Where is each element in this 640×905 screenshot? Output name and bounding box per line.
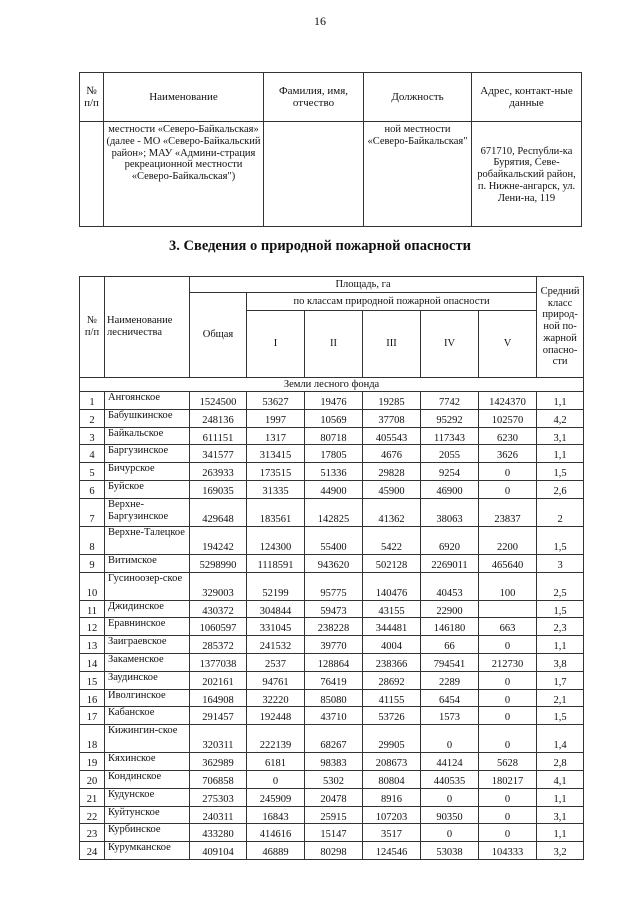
forestry-name: Заиграевское (105, 636, 190, 654)
area-class-1: 245909 (247, 788, 305, 806)
area-class-2: 39770 (305, 636, 363, 654)
area-total: 263933 (190, 463, 247, 481)
area-class-4: 794541 (421, 653, 479, 671)
area-class-5: 465640 (479, 554, 537, 572)
forestry-name: Закаменское (105, 653, 190, 671)
avg-class: 2,1 (537, 689, 584, 707)
area-total: 194242 (190, 526, 247, 554)
area-class-4: 9254 (421, 463, 479, 481)
table-row (80, 554, 584, 572)
area-class-5: 0 (479, 480, 537, 498)
table-row (80, 842, 584, 860)
avg-class: 1,4 (537, 725, 584, 753)
area-class-4: 6920 (421, 526, 479, 554)
header-name: Наименование лесничества (105, 277, 190, 378)
header-avg: Средний класс природ-ной по-жарной опасно-сти (537, 277, 584, 378)
section-row (80, 378, 584, 392)
area-class-1: 313415 (247, 445, 305, 463)
table-row (80, 572, 584, 600)
area-class-5: 663 (479, 618, 537, 636)
header-class-5: V (479, 311, 537, 378)
section-label: Земли лесного фонда (80, 378, 584, 392)
avg-class: 4,1 (537, 770, 584, 788)
area-class-3: 502128 (363, 554, 421, 572)
area-class-1: 1317 (247, 427, 305, 445)
area-class-1: 0 (247, 770, 305, 788)
area-class-2: 128864 (305, 653, 363, 671)
area-class-3: 4676 (363, 445, 421, 463)
forestry-name: Верхне-Баргузинское (105, 498, 190, 526)
forestry-name: Ангоянское (105, 392, 190, 410)
area-class-1: 414616 (247, 824, 305, 842)
contacts-table (79, 72, 582, 227)
area-class-3: 37708 (363, 409, 421, 427)
area-class-3: 107203 (363, 806, 421, 824)
area-total: 5298990 (190, 554, 247, 572)
table-row (80, 653, 584, 671)
header-address: Адрес, контакт-ные данные (472, 73, 582, 122)
area-total: 409104 (190, 842, 247, 860)
row-num: 3 (80, 427, 105, 445)
contacts-row (80, 122, 582, 227)
table-row (80, 689, 584, 707)
forestry-name: Курбинское (105, 824, 190, 842)
table-row (80, 707, 584, 725)
table-row (80, 636, 584, 654)
area-class-2: 55400 (305, 526, 363, 554)
table-row (80, 526, 584, 554)
table-row (80, 806, 584, 824)
table-row (80, 445, 584, 463)
area-class-3: 41362 (363, 498, 421, 526)
table-row (80, 725, 584, 753)
area-class-2: 238228 (305, 618, 363, 636)
forestry-name: Бичурское (105, 463, 190, 481)
area-class-4: 90350 (421, 806, 479, 824)
area-class-3: 5422 (363, 526, 421, 554)
area-class-5: 23837 (479, 498, 537, 526)
area-class-2: 142825 (305, 498, 363, 526)
area-class-5: 5628 (479, 753, 537, 771)
row-num: 9 (80, 554, 105, 572)
avg-class: 1,1 (537, 445, 584, 463)
contacts-header-row (80, 73, 582, 122)
header-class-2: II (305, 311, 363, 378)
forestry-name: Еравнинское (105, 618, 190, 636)
avg-class: 2,5 (537, 572, 584, 600)
header-position: Должность (364, 73, 472, 122)
avg-class: 1,1 (537, 788, 584, 806)
area-class-2: 44900 (305, 480, 363, 498)
fire-danger-table (79, 276, 584, 860)
header-num: № п/п (80, 73, 104, 122)
area-total: 341577 (190, 445, 247, 463)
area-class-2: 59473 (305, 600, 363, 618)
area-class-5: 0 (479, 689, 537, 707)
table-row (80, 770, 584, 788)
area-class-4: 0 (421, 788, 479, 806)
area-total: 706858 (190, 770, 247, 788)
area-class-5: 104333 (479, 842, 537, 860)
area-class-5: 1424370 (479, 392, 537, 410)
row-num: 16 (80, 689, 105, 707)
row-num: 17 (80, 707, 105, 725)
area-class-1: 16843 (247, 806, 305, 824)
area-class-2: 76419 (305, 671, 363, 689)
header-num: № п/п (80, 277, 105, 378)
row-num: 4 (80, 445, 105, 463)
table-row (80, 788, 584, 806)
forestry-name: Витимское (105, 554, 190, 572)
area-class-1: 183561 (247, 498, 305, 526)
forestry-name: Кижингин-ское (105, 725, 190, 753)
area-total: 240311 (190, 806, 247, 824)
area-total: 329003 (190, 572, 247, 600)
row-num: 7 (80, 498, 105, 526)
area-class-1: 331045 (247, 618, 305, 636)
area-class-4: 40453 (421, 572, 479, 600)
area-class-2: 5302 (305, 770, 363, 788)
area-class-5: 102570 (479, 409, 537, 427)
table-row (80, 824, 584, 842)
area-class-3: 124546 (363, 842, 421, 860)
row-num: 20 (80, 770, 105, 788)
area-class-2: 98383 (305, 753, 363, 771)
forestry-name: Кабанское (105, 707, 190, 725)
forestry-name: Заудинское (105, 671, 190, 689)
table-row (80, 427, 584, 445)
avg-class: 4,2 (537, 409, 584, 427)
avg-class: 2,3 (537, 618, 584, 636)
area-class-5: 2200 (479, 526, 537, 554)
area-class-5: 0 (479, 806, 537, 824)
area-class-2: 51336 (305, 463, 363, 481)
area-class-4: 46900 (421, 480, 479, 498)
area-class-2: 85080 (305, 689, 363, 707)
area-total: 611151 (190, 427, 247, 445)
area-class-3: 28692 (363, 671, 421, 689)
area-class-5: 0 (479, 636, 537, 654)
area-class-3: 405543 (363, 427, 421, 445)
area-class-4: 22900 (421, 600, 479, 618)
forestry-name: Гусиноозер-ское (105, 572, 190, 600)
area-class-1: 241532 (247, 636, 305, 654)
forestry-name: Байкальское (105, 427, 190, 445)
forestry-name: Буйское (105, 480, 190, 498)
row-num: 21 (80, 788, 105, 806)
avg-class: 1,5 (537, 707, 584, 725)
area-class-2: 43710 (305, 707, 363, 725)
forestry-name: Джидинское (105, 600, 190, 618)
area-class-2: 68267 (305, 725, 363, 753)
area-class-5: 6230 (479, 427, 537, 445)
area-class-5: 0 (479, 671, 537, 689)
area-class-3: 8916 (363, 788, 421, 806)
area-total: 430372 (190, 600, 247, 618)
area-class-3: 4004 (363, 636, 421, 654)
area-class-4: 2055 (421, 445, 479, 463)
area-class-1: 94761 (247, 671, 305, 689)
area-total: 1377038 (190, 653, 247, 671)
avg-class: 1,5 (537, 526, 584, 554)
contact-fio (264, 122, 364, 227)
area-class-5: 3626 (479, 445, 537, 463)
area-class-3: 29905 (363, 725, 421, 753)
area-class-5: 0 (479, 725, 537, 753)
area-class-3: 344481 (363, 618, 421, 636)
row-num: 11 (80, 600, 105, 618)
forestry-name: Верхне-Талецкое (105, 526, 190, 554)
area-class-2: 17805 (305, 445, 363, 463)
area-class-1: 53627 (247, 392, 305, 410)
area-class-1: 222139 (247, 725, 305, 753)
row-num: 23 (80, 824, 105, 842)
area-class-4: 44124 (421, 753, 479, 771)
area-class-4: 2289 (421, 671, 479, 689)
row-num: 13 (80, 636, 105, 654)
area-class-3: 238366 (363, 653, 421, 671)
area-class-1: 1118591 (247, 554, 305, 572)
contact-position: ной местности «Северо-Байкальская" (364, 122, 472, 227)
area-class-2: 95775 (305, 572, 363, 600)
area-class-4: 440535 (421, 770, 479, 788)
avg-class: 1,5 (537, 600, 584, 618)
row-num: 19 (80, 753, 105, 771)
area-class-3: 43155 (363, 600, 421, 618)
header-name: Наименование (104, 73, 264, 122)
area-total: 291457 (190, 707, 247, 725)
avg-class: 3,1 (537, 427, 584, 445)
area-class-4: 117343 (421, 427, 479, 445)
area-total: 169035 (190, 480, 247, 498)
area-class-4: 1573 (421, 707, 479, 725)
area-class-3: 3517 (363, 824, 421, 842)
header-total: Общая (190, 293, 247, 378)
area-class-4: 2269011 (421, 554, 479, 572)
header-area: Площадь, га (190, 277, 537, 293)
header-row-1 (80, 277, 584, 293)
area-total: 433280 (190, 824, 247, 842)
area-class-3: 29828 (363, 463, 421, 481)
table-row (80, 409, 584, 427)
area-class-2: 80298 (305, 842, 363, 860)
row-num: 24 (80, 842, 105, 860)
area-class-5: 180217 (479, 770, 537, 788)
area-class-4: 95292 (421, 409, 479, 427)
forestry-name: Бабушкинское (105, 409, 190, 427)
area-total: 275303 (190, 788, 247, 806)
table-row (80, 480, 584, 498)
area-class-3: 53726 (363, 707, 421, 725)
area-total: 248136 (190, 409, 247, 427)
forestry-name: Кяхинское (105, 753, 190, 771)
row-num: 18 (80, 725, 105, 753)
area-class-5: 0 (479, 707, 537, 725)
area-class-4: 38063 (421, 498, 479, 526)
header-class-4: IV (421, 311, 479, 378)
area-total: 362989 (190, 753, 247, 771)
area-total: 164908 (190, 689, 247, 707)
contact-address: 671710, Республи-ка Бурятия, Севе-робайкальский район, п. Нижне-ангарск, ул. Лени-на, 119 (472, 122, 582, 227)
area-class-1: 32220 (247, 689, 305, 707)
avg-class: 1,1 (537, 824, 584, 842)
row-num: 5 (80, 463, 105, 481)
area-class-2: 19476 (305, 392, 363, 410)
table-row (80, 392, 584, 410)
area-class-5: 0 (479, 824, 537, 842)
page-number: 16 (314, 14, 326, 28)
area-total: 429648 (190, 498, 247, 526)
area-class-5: 0 (479, 463, 537, 481)
avg-class: 2,8 (537, 753, 584, 771)
area-total: 1060597 (190, 618, 247, 636)
forestry-name: Иволгинское (105, 689, 190, 707)
header-class-3: III (363, 311, 421, 378)
area-class-1: 2537 (247, 653, 305, 671)
table-row (80, 463, 584, 481)
forestry-name: Куйтунское (105, 806, 190, 824)
row-num: 12 (80, 618, 105, 636)
table-row (80, 671, 584, 689)
avg-class: 2 (537, 498, 584, 526)
area-class-1: 52199 (247, 572, 305, 600)
area-class-1: 1997 (247, 409, 305, 427)
table-row (80, 498, 584, 526)
area-class-2: 10569 (305, 409, 363, 427)
row-num: 8 (80, 526, 105, 554)
area-class-5 (479, 600, 537, 618)
area-class-4: 0 (421, 725, 479, 753)
area-class-2: 80718 (305, 427, 363, 445)
area-class-4: 66 (421, 636, 479, 654)
area-total: 320311 (190, 725, 247, 753)
header-fio: Фамилия, имя, отчество (264, 73, 364, 122)
area-class-4: 146180 (421, 618, 479, 636)
area-class-3: 19285 (363, 392, 421, 410)
area-class-5: 100 (479, 572, 537, 600)
area-class-3: 41155 (363, 689, 421, 707)
area-class-4: 6454 (421, 689, 479, 707)
area-class-1: 304844 (247, 600, 305, 618)
avg-class: 3,8 (537, 653, 584, 671)
area-class-1: 192448 (247, 707, 305, 725)
area-class-2: 25915 (305, 806, 363, 824)
row-num: 22 (80, 806, 105, 824)
area-class-3: 140476 (363, 572, 421, 600)
row-num: 10 (80, 572, 105, 600)
row-num: 6 (80, 480, 105, 498)
area-class-4: 53038 (421, 842, 479, 860)
area-class-3: 45900 (363, 480, 421, 498)
avg-class: 2,6 (537, 480, 584, 498)
area-class-4: 0 (421, 824, 479, 842)
area-class-4: 7742 (421, 392, 479, 410)
area-total: 202161 (190, 671, 247, 689)
area-class-2: 943620 (305, 554, 363, 572)
avg-class: 1,7 (537, 671, 584, 689)
avg-class: 3 (537, 554, 584, 572)
contact-num (80, 122, 104, 227)
area-class-1: 124300 (247, 526, 305, 554)
area-class-2: 20478 (305, 788, 363, 806)
area-class-3: 80804 (363, 770, 421, 788)
avg-class: 1,5 (537, 463, 584, 481)
table-row (80, 600, 584, 618)
section-title: 3. Сведения о природной пожарной опасности (169, 238, 471, 254)
header-class-1: I (247, 311, 305, 378)
area-class-1: 173515 (247, 463, 305, 481)
row-num: 2 (80, 409, 105, 427)
row-num: 1 (80, 392, 105, 410)
forestry-name: Курумканское (105, 842, 190, 860)
area-class-1: 31335 (247, 480, 305, 498)
avg-class: 3,2 (537, 842, 584, 860)
avg-class: 3,1 (537, 806, 584, 824)
area-class-3: 208673 (363, 753, 421, 771)
area-total: 1524500 (190, 392, 247, 410)
table-row (80, 753, 584, 771)
forestry-name: Кудунское (105, 788, 190, 806)
row-num: 15 (80, 671, 105, 689)
area-class-1: 6181 (247, 753, 305, 771)
forestry-name: Кондинское (105, 770, 190, 788)
area-class-1: 46889 (247, 842, 305, 860)
header-by-class: по классам природной пожарной опасности (247, 293, 537, 311)
area-class-5: 212730 (479, 653, 537, 671)
forestry-name: Баргузинское (105, 445, 190, 463)
area-class-5: 0 (479, 788, 537, 806)
area-total: 285372 (190, 636, 247, 654)
avg-class: 1,1 (537, 636, 584, 654)
row-num: 14 (80, 653, 105, 671)
table-row (80, 618, 584, 636)
area-class-2: 15147 (305, 824, 363, 842)
avg-class: 1,1 (537, 392, 584, 410)
contact-name: местности «Северо-Байкальская» (далее - МО «Северо-Байкальский район»; МАУ «Админи-страция рекреационной местности «Северо-Байкальская") (104, 122, 264, 227)
